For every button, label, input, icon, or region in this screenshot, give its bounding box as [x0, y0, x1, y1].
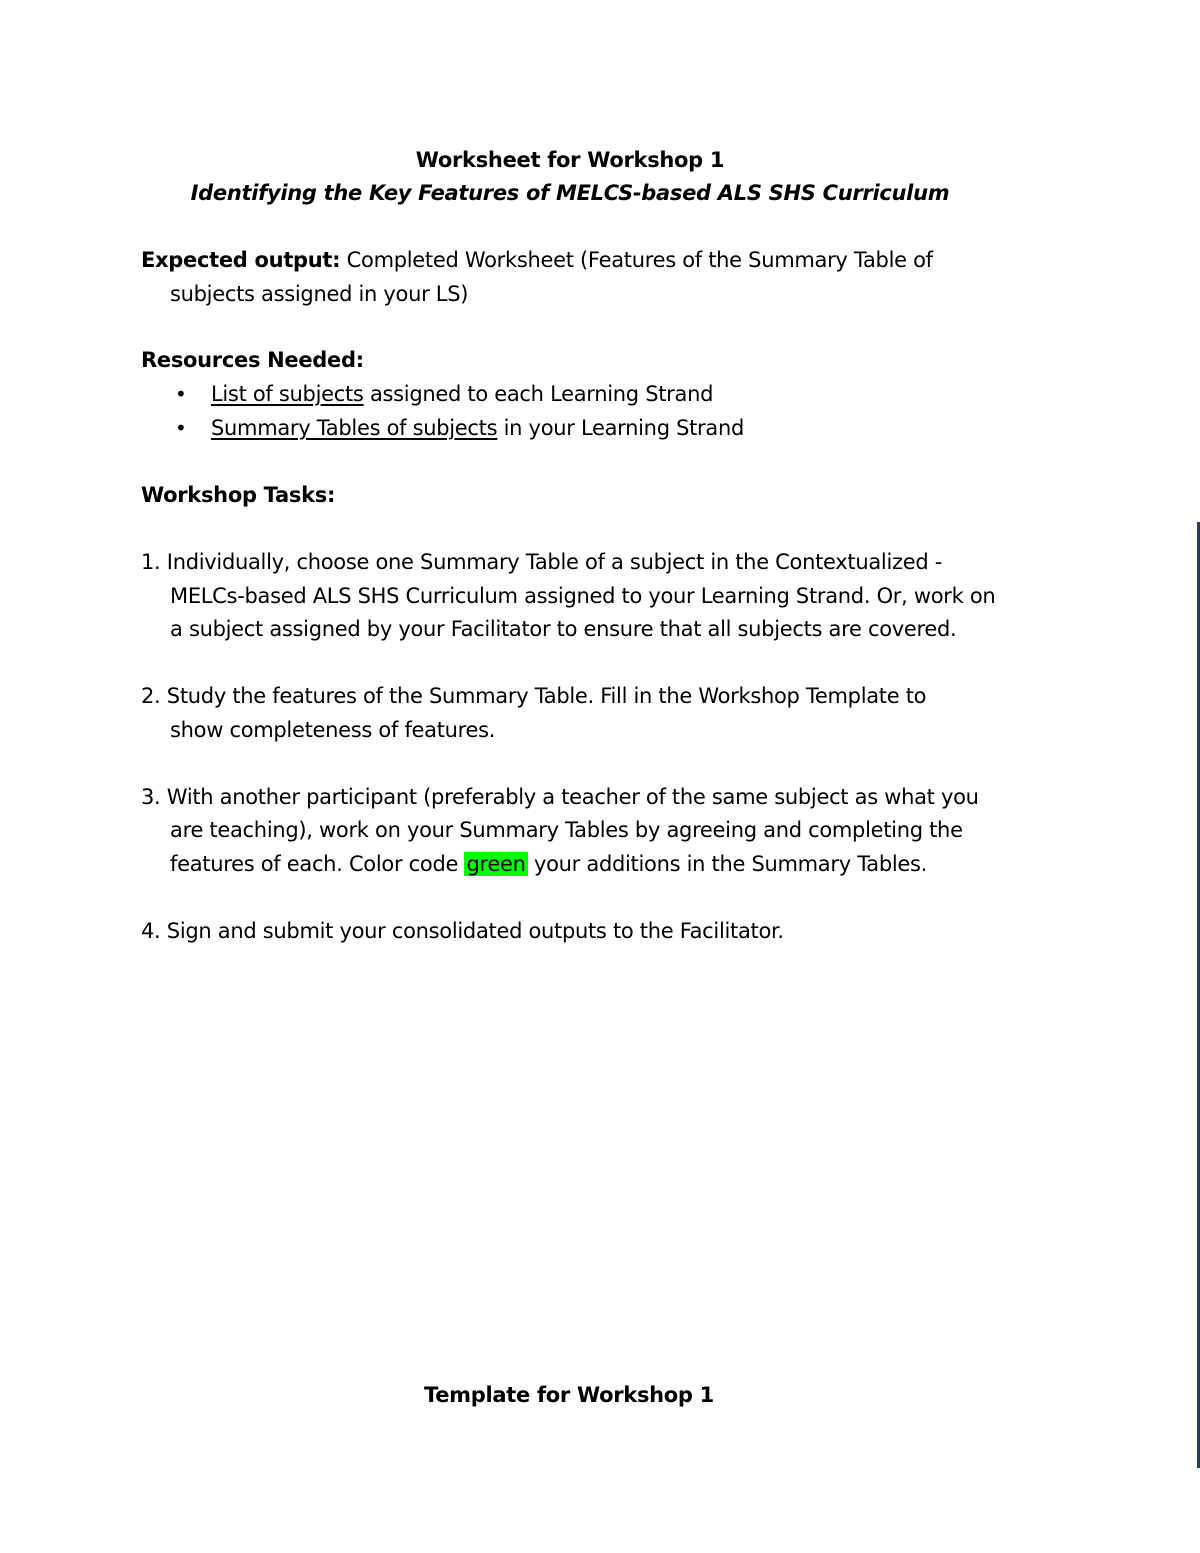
resource-item	[211, 413, 744, 443]
task-3-line: 3. With another participant (preferably a teacher of the same subject as what you	[141, 785, 979, 809]
resource-link[interactable]: List of subjects	[211, 382, 364, 406]
expected-output-text: Completed Worksheet (Features of the Summary Table of	[340, 248, 933, 272]
task-3-line: are teaching), work on your Summary Tables by agreeing and completing the	[170, 818, 963, 842]
expected-output-line	[141, 245, 933, 275]
bullet-icon: •	[175, 382, 187, 406]
bullet-icon: •	[175, 416, 187, 440]
expected-output-text-cont: subjects assigned in your LS)	[170, 282, 469, 306]
task-3-text: your additions in the Summary Tables.	[527, 852, 928, 876]
worksheet-subtitle: Identifying the Key Features of MELCS-based ALS SHS Curriculum	[190, 181, 950, 205]
task-2-line: show completeness of features.	[170, 718, 496, 742]
resource-text: assigned to each Learning Strand	[363, 382, 714, 406]
resource-item	[211, 379, 713, 409]
task-1-line: a subject assigned by your Facilitator to ensure that all subjects are covered.	[170, 617, 957, 641]
resource-text: in your Learning Strand	[497, 416, 745, 440]
resource-link[interactable]: Summary Tables of subjects	[211, 416, 498, 440]
tasks-heading: Workshop Tasks:	[141, 483, 336, 507]
task-3-text: features of each. Color code	[170, 852, 465, 876]
worksheet-title: Worksheet for Workshop 1	[415, 148, 725, 172]
task-1-line: 1. Individually, choose one Summary Table of a subject in the Contextualized -	[141, 550, 943, 574]
green-highlight: green	[466, 852, 526, 876]
task-1-line: MELCs-based ALS SHS Curriculum assigned to your Learning Strand. Or, work on	[170, 584, 996, 608]
template-title: Template for Workshop 1	[424, 1383, 714, 1407]
resources-heading: Resources Needed:	[141, 348, 364, 372]
task-4-line: 4. Sign and submit your consolidated outputs to the Facilitator.	[141, 919, 784, 943]
task-3-line	[170, 849, 927, 879]
expected-output-label: Expected output:	[141, 248, 341, 272]
task-2-line: 2. Study the features of the Summary Table. Fill in the Workshop Template to	[141, 684, 927, 708]
